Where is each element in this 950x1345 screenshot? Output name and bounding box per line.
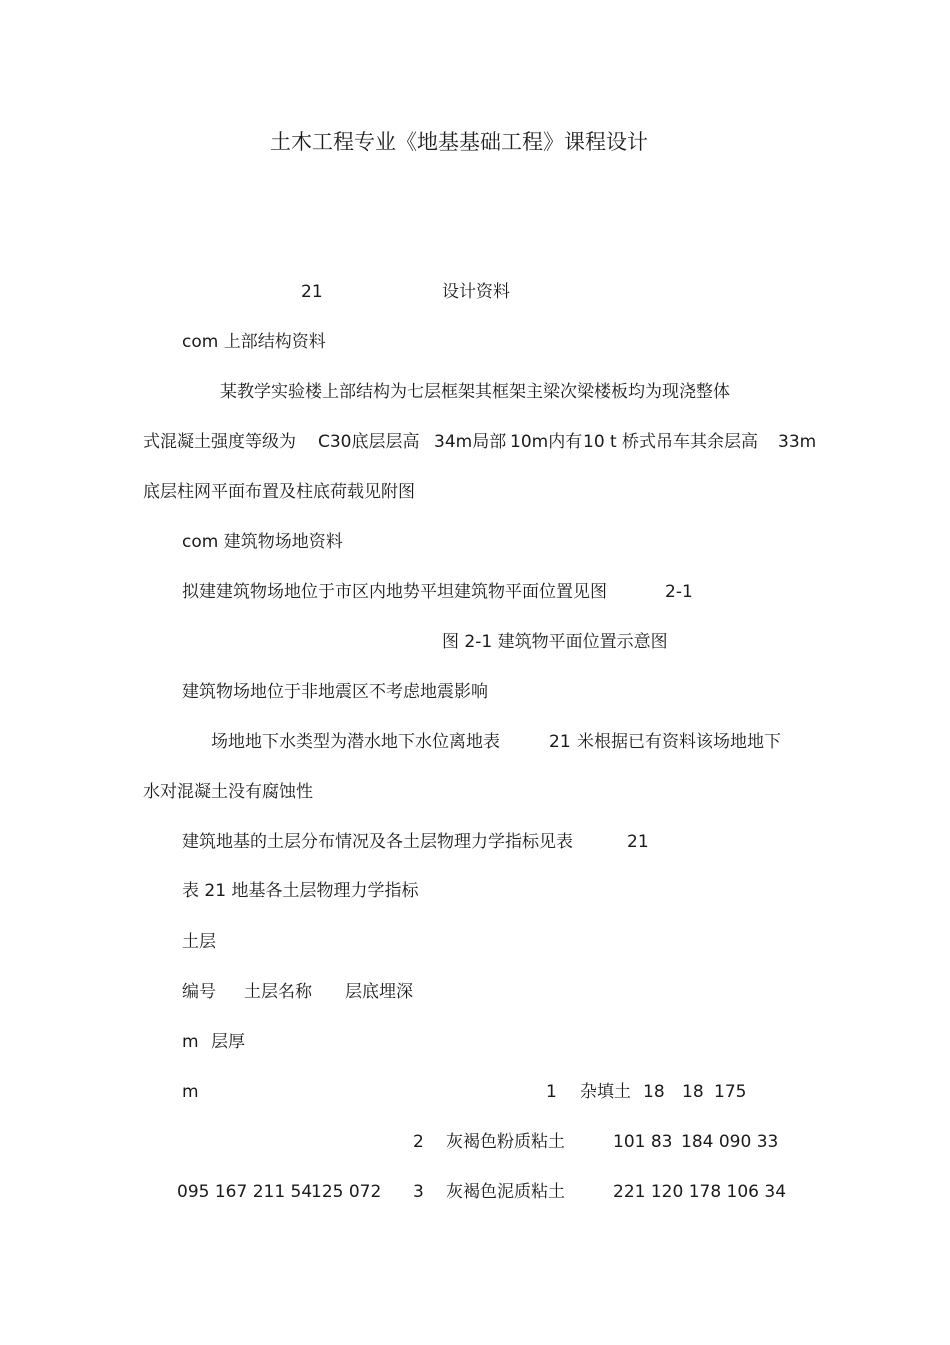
paragraph-fragment: 33m [778,432,817,452]
table-cell: 2 [413,1132,424,1152]
paragraph-line: 建筑地基的土层分布情况及各土层物理力学指标见表 [182,832,573,852]
table-cell: 221 120 178 106 34 [613,1182,787,1202]
table-cell: 18 [643,1082,665,1102]
figure-reference: 2-1 [665,582,693,602]
paragraph-fragment: 桥式吊车其余层高 [622,432,758,452]
table-cell: 3 [413,1182,424,1202]
section-heading: 设计资料 [442,282,510,302]
table-reference: 21 [627,832,649,852]
table-header-cell: 层底埋深 [345,982,413,1002]
table-cell: 灰褐色泥质粘土 [446,1182,565,1202]
paragraph-fragment: 米根据已有资料该场地地下 [577,732,781,752]
table-cell: 灰褐色粉质粘土 [446,1132,565,1152]
paragraph-fragment: C30底层层高 [318,432,420,452]
table-cell: 101 83 [613,1132,673,1152]
table-cell: 杂填土 [580,1082,631,1102]
figure-caption: 图 2-1 建筑物平面位置示意图 [442,632,668,652]
table-cell: 095 167 211 54 [177,1182,313,1202]
paragraph-fragment: 21 [549,732,571,752]
paragraph-line: 场地地下水类型为潜水地下水位离地表 [211,732,500,752]
table-cell: 1 [546,1082,557,1102]
table-header-cell: 土层 [182,932,216,952]
table-cell: 175 [714,1082,747,1102]
table-caption: 表 21 地基各土层物理力学指标 [182,881,419,901]
paragraph-fragment: 34m局部 [434,432,507,452]
table-header-cell: 层厚 [211,1032,245,1052]
paragraph-line: 水对混凝土没有腐蚀性 [143,782,313,802]
table-cell: 184 090 33 [681,1132,779,1152]
paragraph-line: 拟建建筑物场地位于市区内地势平坦建筑物平面位置见图 [182,582,607,602]
table-header-cell: m [182,1082,199,1102]
table-header-cell: m [182,1032,199,1052]
document-title: 土木工程专业《地基基础工程》课程设计 [270,130,648,154]
table-header-cell: 编号 [182,982,216,1002]
subsection-heading-site: com 建筑物场地资料 [182,532,343,552]
table-cell: 125 072 [311,1182,382,1202]
paragraph-line: 底层柱网平面布置及柱底荷载见附图 [143,482,415,502]
paragraph-fragment: 10m内有 [510,432,583,452]
section-number: 21 [301,282,323,302]
table-header-cell: 土层名称 [244,982,312,1002]
paragraph-line: 某教学实验楼上部结构为七层框架其框架主梁次梁楼板均为现浇整体 [220,382,730,402]
subsection-heading-structure: com 上部结构资料 [182,332,326,352]
paragraph-line: 式混凝土强度等级为 [143,432,296,452]
table-cell: 18 [682,1082,704,1102]
paragraph-line: 建筑物场地位于非地震区不考虑地震影响 [182,682,488,702]
paragraph-fragment: 10 t [583,432,617,452]
